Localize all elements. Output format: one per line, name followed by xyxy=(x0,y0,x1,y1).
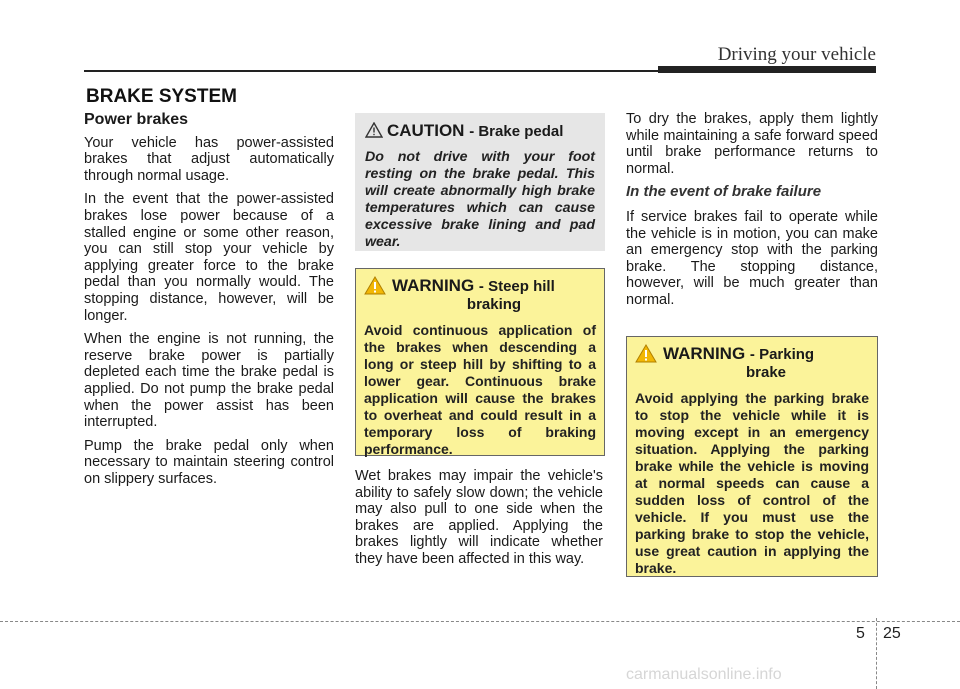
warning-topic: - Parking xyxy=(749,346,815,363)
warning-topic-line2: braking xyxy=(466,296,522,313)
warning-body: Avoid continuous application of the brakes when descending a long or steep hill by shifting to a lower gear. Continuous brake application will cause the brakes to overheat and could result in a temporary loss of braking performance. xyxy=(364,322,596,457)
paragraph: Wet brakes may impair the vehicle's ability to safely slow down; the vehicle may also pull to one side when the brakes are applied. Applying the brakes lightly will indicate whether they have been affected in this way. xyxy=(355,468,603,567)
warning-label: WARNING xyxy=(663,344,746,363)
caution-label: CAUTION xyxy=(387,121,465,140)
warning-body: Avoid applying the parking brake to stop the vehicle while it is moving except in an emergency situation. Applying the parking brake while the vehicle is moving at normal speeds can cause a sudden loss of control of the vehicle. If you must use the parking brake to stop the vehicle, use great caution in applying the brake. xyxy=(635,390,869,576)
watermark: carmanualsonline.info xyxy=(626,666,782,683)
page-number: 25 xyxy=(883,625,901,642)
section-number: 5 xyxy=(856,625,865,642)
caution-body: Do not drive with your foot resting on the brake pedal. This will create abnormally high brake temperatures which can cause excessive brake lining and pad wear. xyxy=(365,149,595,250)
paragraph: Your vehicle has power-assisted brakes that adjust automatically through normal usage. xyxy=(84,134,334,184)
paragraph: When the engine is not running, the reserve brake power is partially depleted each time the brake pedal is applied. Do not pump the brake pedal when the power assist has been interrupted. xyxy=(84,331,334,431)
column-brake-failure xyxy=(626,111,878,316)
footer-rule xyxy=(0,621,960,622)
caution-box-brake-pedal xyxy=(355,113,605,251)
power-brakes-heading: Power brakes xyxy=(84,111,189,128)
warning-box-parking-brake xyxy=(626,336,878,577)
warning-topic: - Steep hill xyxy=(478,278,555,295)
warning-label: WARNING xyxy=(392,276,475,295)
brake-failure-heading: In the event of brake failure xyxy=(626,183,822,201)
warning-triangle-icon xyxy=(364,276,386,295)
paragraph: If service brakes fail to operate while the vehicle is in motion, you can make an emergency stop with the parking brake. The stopping distance, however, will be much greater than normal. xyxy=(626,208,878,308)
warning-header xyxy=(364,277,596,314)
header-rule-accent xyxy=(658,66,876,73)
paragraph: In the event that the power-assisted brakes lose power because of a stalled engine or some other reason, you can still stop your vehicle by applying greater force to the brake pedal than you normally would. The stopping distance, however, will be longer. xyxy=(84,191,334,324)
paragraph: To dry the brakes, apply them lightly while maintaining a safe forward speed until brake performance returns to normal. xyxy=(626,111,878,177)
header-title: Driving your vehicle xyxy=(717,44,876,65)
paragraph: Pump the brake pedal only when necessary to maintain steering control on slippery surfaces. xyxy=(84,437,334,487)
warning-triangle-icon xyxy=(635,344,657,363)
footer-divider xyxy=(876,618,877,689)
column-power-brakes xyxy=(84,112,334,494)
warning-header xyxy=(635,345,869,382)
warning-topic-line2: brake xyxy=(745,364,787,381)
caution-topic: - Brake pedal xyxy=(469,123,564,140)
column-wet-brakes xyxy=(355,468,603,575)
caution-header xyxy=(387,121,595,141)
warning-box-steep-hill xyxy=(355,268,605,456)
section-title: BRAKE SYSTEM xyxy=(86,86,237,107)
caution-triangle-icon xyxy=(365,122,383,138)
